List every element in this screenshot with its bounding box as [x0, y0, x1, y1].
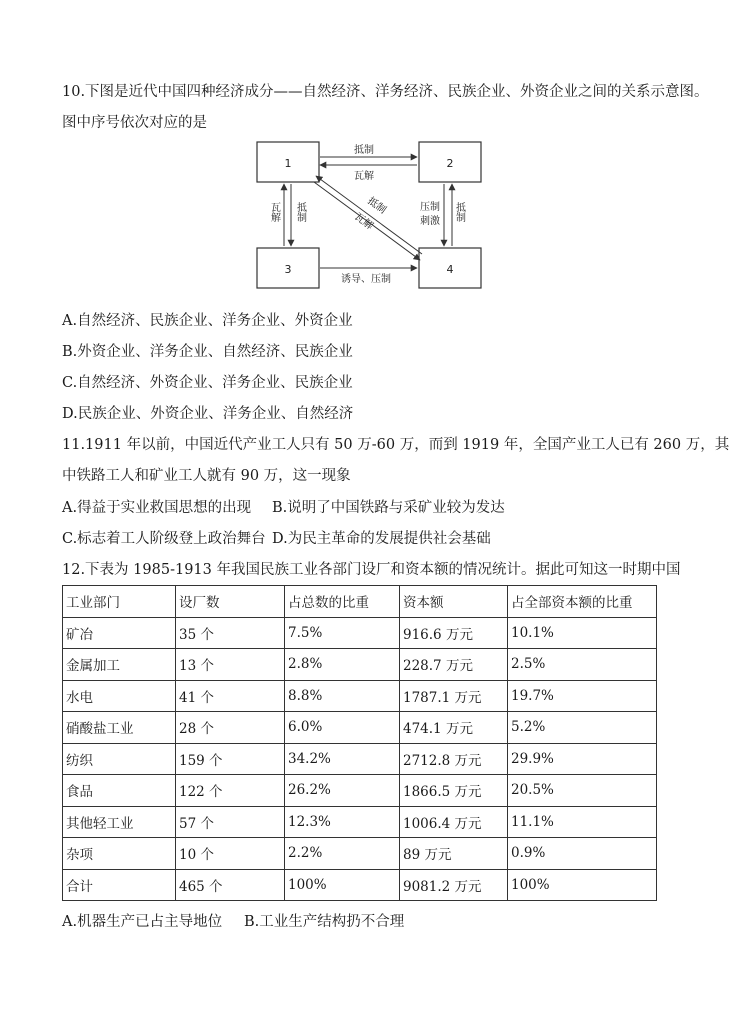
table-cell: 食品 [63, 775, 176, 807]
industry-statistics-table [62, 585, 657, 901]
table-cell: 34.2% [285, 743, 400, 775]
table-cell: 100% [508, 869, 657, 901]
table-row [63, 649, 657, 681]
label-right-a: 压制 [420, 202, 440, 213]
table-cell: 7.5% [285, 617, 400, 649]
economy-relationship-diagram [254, 140, 494, 290]
label-right-b: 刺激 [420, 216, 440, 227]
table-cell: 金属加工 [63, 649, 176, 681]
table-row [63, 775, 657, 807]
table-header-cell: 资本额 [400, 586, 508, 618]
table-cell: 纺织 [63, 743, 176, 775]
table-row [63, 743, 657, 775]
q10-stem-line2: 图中序号依次对应的是 [62, 115, 207, 131]
table-cell: 硝酸盐工业 [63, 712, 176, 744]
table-cell: 11.1% [508, 806, 657, 838]
q11-option-b: B.说明了中国铁路与采矿业较为发达 [272, 500, 505, 516]
table-cell: 12.3% [285, 806, 400, 838]
table-cell: 100% [285, 869, 400, 901]
table-cell: 29.9% [508, 743, 657, 775]
table-row-total [63, 869, 657, 901]
label-top-lower: 瓦解 [354, 171, 374, 182]
table-header-cell: 占总数的比重 [285, 586, 400, 618]
label-right-c: 抵制 [453, 202, 465, 222]
table-cell: 228.7 万元 [400, 649, 508, 681]
table-cell: 465 个 [176, 869, 285, 901]
table-header-row [63, 586, 657, 618]
table-cell: 19.7% [508, 680, 657, 712]
table-header-cell: 设厂数 [176, 586, 285, 618]
node-label-1: 1 [284, 157, 292, 170]
q10-option-b: B.外资企业、洋务企业、自然经济、民族企业 [62, 344, 353, 360]
table-cell: 10 个 [176, 838, 285, 870]
table-cell: 35 个 [176, 617, 285, 649]
table-cell: 1006.4 万元 [400, 806, 508, 838]
q10-option-d: D.民族企业、外资企业、洋务企业、自然经济 [62, 406, 354, 422]
q12-option-a: A.机器生产已占主导地位 [62, 914, 223, 930]
table-row [63, 712, 657, 744]
table-row [63, 838, 657, 870]
q11-option-c: C.标志着工人阶级登上政治舞台 [62, 531, 266, 547]
table-cell: 159 个 [176, 743, 285, 775]
table-cell: 57 个 [176, 806, 285, 838]
node-label-2: 2 [446, 157, 454, 170]
table-cell: 1787.1 万元 [400, 680, 508, 712]
table-cell: 杂项 [63, 838, 176, 870]
table-cell: 6.0% [285, 712, 400, 744]
table-cell: 矿冶 [63, 617, 176, 649]
table-cell: 其他轻工业 [63, 806, 176, 838]
table-cell: 41 个 [176, 680, 285, 712]
q12-option-b: B.工业生产结构扔不合理 [244, 914, 405, 930]
table-cell: 0.9% [508, 838, 657, 870]
table-row [63, 617, 657, 649]
table-cell: 2.8% [285, 649, 400, 681]
table-cell: 水电 [63, 680, 176, 712]
table-cell: 916.6 万元 [400, 617, 508, 649]
label-diag-a: 瓦解 [352, 211, 375, 233]
table-cell: 8.8% [285, 680, 400, 712]
table-row [63, 806, 657, 838]
table-cell: 474.1 万元 [400, 712, 508, 744]
table-cell: 122 个 [176, 775, 285, 807]
label-diag-b: 抵制 [365, 195, 388, 217]
q10-option-a: A.自然经济、民族企业、洋务企业、外资企业 [62, 313, 353, 329]
table-header-cell: 占全部资本额的比重 [508, 586, 657, 618]
q11-option-a: A.得益于实业救国思想的出现 [62, 500, 252, 516]
table-header-cell: 工业部门 [63, 586, 176, 618]
q10-option-c: C.自然经济、外资企业、洋务企业、民族企业 [62, 375, 353, 391]
table-cell: 89 万元 [400, 838, 508, 870]
table-cell: 10.1% [508, 617, 657, 649]
label-left-a: 瓦解 [268, 202, 280, 222]
q12-stem: 12.下表为 1985-1913 年我国民族工业各部门设厂和资本额的情况统计。据此可知这一时期中国 [62, 562, 681, 578]
table-cell: 2.2% [285, 838, 400, 870]
table-cell: 13 个 [176, 649, 285, 681]
table-cell: 26.2% [285, 775, 400, 807]
q11-option-d: D.为民主革命的发展提供社会基础 [272, 531, 491, 547]
node-label-4: 4 [446, 263, 454, 276]
table-cell: 5.2% [508, 712, 657, 744]
q11-stem-line2: 中铁路工人和矿业工人就有 90 万，这一现象 [62, 468, 351, 484]
table-cell: 2712.8 万元 [400, 743, 508, 775]
label-left-b: 抵制 [294, 202, 306, 222]
q10-stem-line1: 10.下图是近代中国四种经济成分——自然经济、洋务经济、民族企业、外资企业之间的关系示意图。 [62, 84, 709, 100]
table-cell: 20.5% [508, 775, 657, 807]
table-cell: 2.5% [508, 649, 657, 681]
table-row [63, 680, 657, 712]
q11-stem-line1: 11.1911 年以前，中国近代产业工人只有 50 万-60 万，而到 1919 年，全国产业工人已有 260 万，其 [62, 437, 730, 453]
arrow-4-to-1 [316, 176, 422, 254]
table-cell: 9081.2 万元 [400, 869, 508, 901]
label-bottom: 诱导、压制 [341, 274, 391, 285]
node-label-3: 3 [284, 263, 292, 276]
table-cell: 合计 [63, 869, 176, 901]
label-top-upper: 抵制 [354, 145, 374, 156]
table-cell: 1866.5 万元 [400, 775, 508, 807]
table-cell: 28 个 [176, 712, 285, 744]
